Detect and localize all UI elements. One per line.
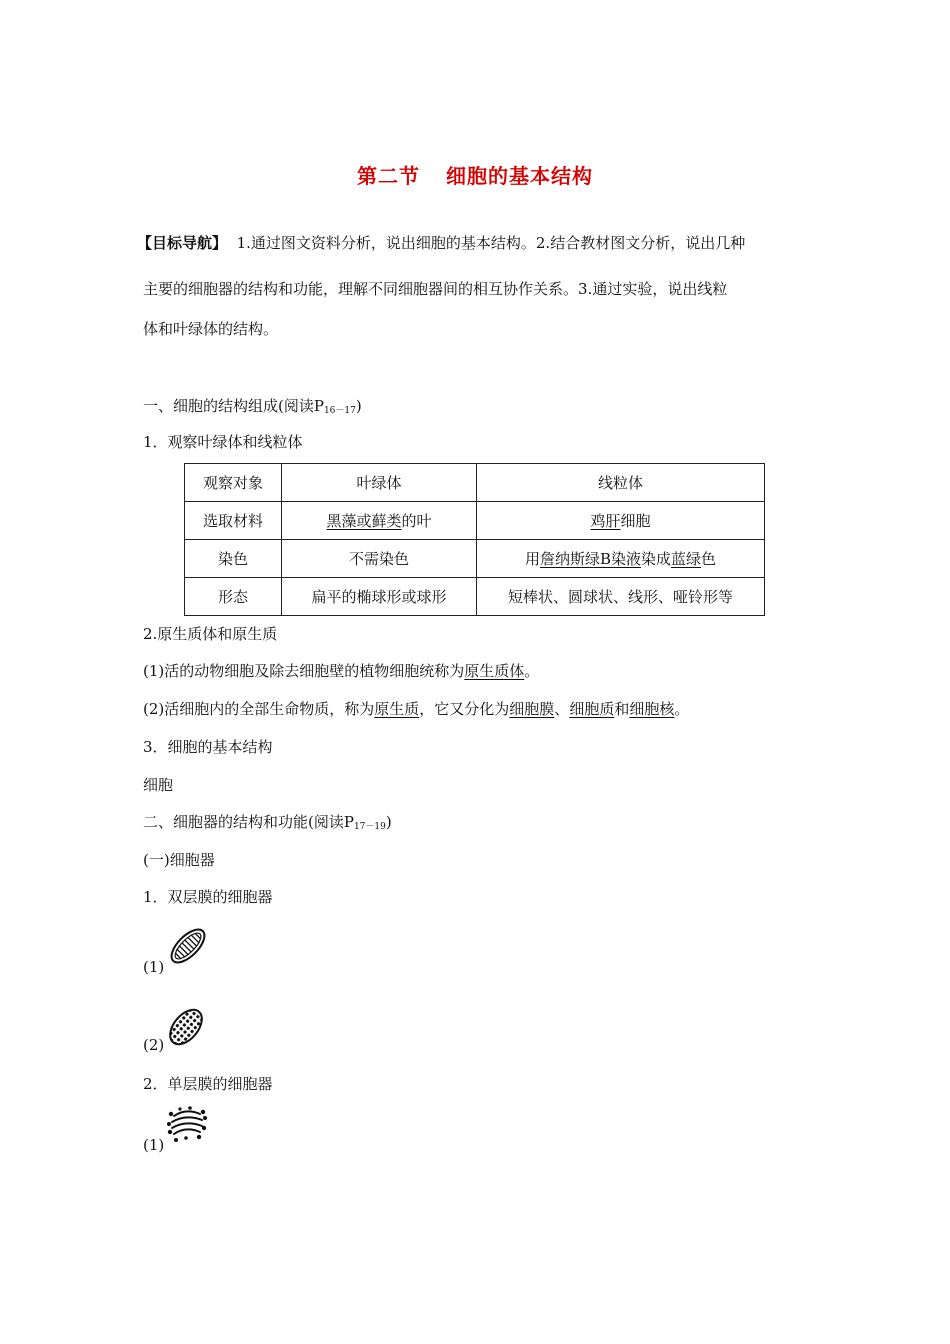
- item2-heading: 2.原生质体和原生质: [143, 625, 278, 643]
- mitochondrion-icon: [166, 922, 210, 970]
- table-cell: [477, 502, 765, 540]
- table-header-row: [185, 464, 765, 502]
- goals-line2: 主要的细胞器的结构和功能，理解不同细胞器间的相互协作关系。3.通过实验，说出线粒: [143, 280, 728, 298]
- section1-text: 一、细胞的结构组成(阅读P: [143, 397, 324, 415]
- item1-heading: 1．观察叶绿体和线粒体: [143, 433, 303, 451]
- section1-close: ): [355, 397, 362, 415]
- table-header: 叶绿体: [282, 464, 477, 502]
- para-text: 和: [614, 700, 630, 718]
- double-label-2: (2): [143, 1036, 165, 1054]
- para-text: 。: [524, 662, 540, 680]
- item2-para2: [143, 698, 689, 719]
- chloroplast-icon: [166, 1004, 206, 1050]
- row-label: 形态: [185, 578, 282, 616]
- answer-blank: 细胞核: [629, 700, 675, 718]
- cell-label: 细胞: [143, 776, 174, 794]
- para-text: (1)活的动物细胞及除去细胞壁的植物细胞统称为: [143, 662, 465, 680]
- title-part2: 细胞的基本结构: [446, 164, 593, 188]
- answer-blank: 细胞质: [569, 700, 615, 718]
- table-cell: [477, 540, 765, 578]
- answer-blank: 鸡肝: [590, 512, 621, 530]
- table-header: 线粒体: [477, 464, 765, 502]
- goals-label: 【目标导航】: [137, 234, 228, 252]
- cell-text: 染成: [641, 550, 672, 568]
- section2-pages: 17－19: [353, 822, 386, 832]
- golgi-apparatus-icon: [166, 1104, 208, 1144]
- row-label: 染色: [185, 540, 282, 578]
- cell-text: 的叶: [401, 512, 432, 530]
- section1-heading: [143, 395, 362, 416]
- row-label: 选取材料: [185, 502, 282, 540]
- section2-heading: [143, 811, 392, 832]
- item3-heading: 3．细胞的基本结构: [143, 738, 273, 756]
- answer-blank: 原生质体: [464, 662, 525, 680]
- para-text: (2)活细胞内的全部生命物质，称为: [143, 700, 375, 718]
- goals-line1: [137, 234, 813, 252]
- table-cell: 扁平的椭球形或球形: [282, 578, 477, 616]
- para-text: ，它又分化为: [419, 700, 510, 718]
- table-row: [185, 578, 765, 616]
- item2-para1: [143, 660, 539, 681]
- answer-blank: 细胞膜: [509, 700, 555, 718]
- table-cell: 不需染色: [282, 540, 477, 578]
- table-header: 观察对象: [185, 464, 282, 502]
- table-row: [185, 540, 765, 578]
- observation-table: [184, 463, 765, 616]
- answer-blank: 蓝绿: [671, 550, 702, 568]
- goals-line3: 体和叶绿体的结构。: [143, 320, 279, 338]
- cell-text: 细胞: [620, 512, 651, 530]
- double-label-1: (1): [143, 958, 165, 976]
- answer-blank: 詹纳斯绿B染液: [539, 550, 641, 568]
- para-text: 、: [554, 700, 570, 718]
- subsection1-heading: (一)细胞器: [143, 851, 215, 869]
- cell-text: 色: [701, 550, 717, 568]
- table-cell: 短棒状、圆球状、线形、哑铃形等: [477, 578, 765, 616]
- double-membrane-heading: 1．双层膜的细胞器: [143, 888, 273, 906]
- answer-blank: 原生质: [374, 700, 420, 718]
- cell-text: 用: [524, 550, 540, 568]
- page-title: [0, 160, 950, 189]
- table-row: [185, 502, 765, 540]
- section2-close: ): [385, 813, 392, 831]
- section1-pages: 16－17: [323, 406, 356, 416]
- single-membrane-heading: 2．单层膜的细胞器: [143, 1075, 273, 1093]
- title-part1: 第二节: [357, 164, 420, 188]
- table-cell: [282, 502, 477, 540]
- answer-blank: 黑藻或藓类: [326, 512, 402, 530]
- para-text: 。: [674, 700, 690, 718]
- goals-text1: 1.通过图文资料分析，说出细胞的基本结构。2.结合教材图文分析，说出几种: [236, 234, 746, 252]
- single-label-1: (1): [143, 1136, 165, 1154]
- section2-text: 二、细胞器的结构和功能(阅读P: [143, 813, 354, 831]
